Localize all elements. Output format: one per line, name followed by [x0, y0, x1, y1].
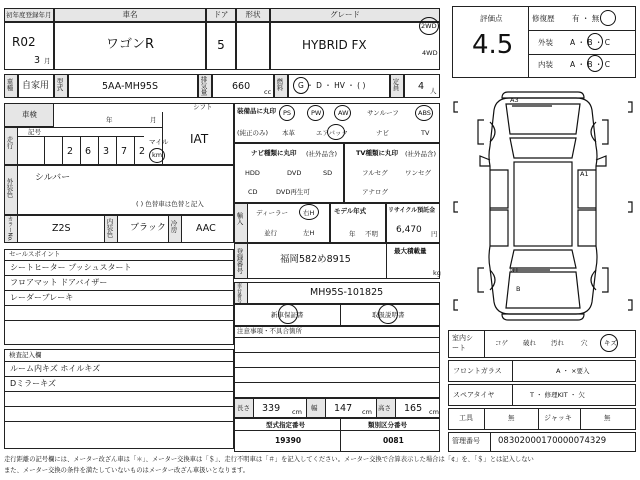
unit-mile: マイル — [149, 138, 169, 146]
width-label: 幅 — [311, 404, 318, 412]
color-no-label: カラーNo. — [6, 216, 13, 242]
left-door — [490, 210, 508, 246]
ac: AAC — [196, 223, 216, 234]
equip-pw: PW — [311, 109, 322, 117]
reg-number: 福岡582め8915 — [280, 254, 351, 265]
recycle-label: リサイクル預託金 — [388, 207, 436, 214]
navi-cd: CD — [248, 188, 258, 196]
digit-sep — [62, 136, 63, 165]
first-reg-era: R02 — [12, 35, 36, 49]
score-label: 評価点 — [480, 14, 503, 23]
width-unit: cm — [362, 408, 372, 416]
body-outline — [489, 98, 597, 314]
exterior-color: シルバー — [35, 173, 71, 183]
model: 5AA-MH95S — [102, 81, 158, 92]
insp-line — [4, 391, 234, 392]
fuel-options: G ・ D ・ HV ・ ( ) — [298, 81, 366, 90]
fuel-label: 燃料 — [275, 78, 284, 91]
model-year-unit: 年 — [349, 230, 356, 238]
sp-line — [4, 320, 234, 321]
equip-aw: AW — [338, 109, 349, 117]
wheel — [602, 268, 608, 292]
sales-points-label: セールスポイント — [9, 250, 61, 258]
interior-grades: A ・ B ・ C — [570, 60, 611, 69]
inspector-line: Dミラーキズ — [10, 379, 56, 388]
side-mark — [628, 102, 632, 112]
inspector-label: 検査記入欄 — [9, 351, 42, 359]
tools-divider — [580, 408, 581, 430]
digit-sep — [116, 136, 117, 165]
right-door — [578, 210, 596, 246]
sp-line — [4, 275, 234, 276]
equip-abs: ABS — [418, 109, 431, 117]
interior-color: ブラック — [130, 223, 166, 233]
type-hl — [234, 430, 440, 431]
model-year-unknown: 不明 — [365, 230, 378, 238]
equip-tv: TV — [421, 129, 430, 137]
length: 339 — [262, 403, 281, 414]
yen: 円 — [431, 230, 438, 238]
import-dealer: ディーラー — [256, 209, 288, 217]
tools-divider — [538, 408, 539, 430]
warranty-divider — [340, 304, 341, 326]
type-number-section — [234, 418, 440, 452]
length-label: 長さ — [237, 404, 250, 412]
side-mark — [628, 202, 632, 212]
digit-top-line — [18, 136, 144, 137]
side-mark — [454, 202, 458, 212]
length-unit: cm — [292, 408, 302, 416]
repair-label: 修復歴 — [532, 14, 555, 23]
digit-sep — [98, 136, 99, 165]
record-label: 記号 — [28, 128, 41, 136]
equip-sunroof: サンルーフ — [367, 109, 399, 117]
side-mark — [454, 300, 458, 310]
chassis-label: 車台番号 — [236, 283, 242, 303]
capacity-unit: 人 — [430, 87, 437, 95]
seat-item: コゲ — [495, 339, 508, 347]
tv-oneseg: ワンセグ — [405, 169, 431, 177]
notes-line — [234, 337, 440, 338]
model-year-label: モデル年式 — [334, 207, 367, 215]
month-label: 月 — [150, 116, 157, 124]
car-name-label: 車名 — [122, 10, 138, 19]
seat-item: キズ — [604, 339, 617, 347]
diagram-label-a3: A3 — [510, 96, 519, 104]
navi-hdd: HDD — [245, 169, 260, 177]
notes-label: 注意事項・不具合箇所 — [237, 327, 302, 335]
doors-label: ドア — [213, 10, 229, 19]
height-unit: cm — [429, 408, 439, 416]
seat-label: 室内シート — [452, 334, 473, 352]
navi-title: ナビ種類に丸印 — [251, 149, 297, 157]
wheel — [478, 120, 484, 144]
seat-item: 破れ — [523, 339, 536, 347]
glass-divider — [512, 360, 513, 382]
color-note: ( ) 色替車は色替と記入 — [136, 200, 204, 208]
type-divider — [340, 418, 341, 452]
interior-b-circle — [587, 55, 603, 72]
digit-sep — [134, 136, 135, 165]
equip-airbag: エアバック — [316, 129, 348, 137]
color-no: Z2S — [52, 223, 71, 234]
interior-color-label: 内装色 — [105, 218, 114, 238]
type-value: 19390 — [275, 436, 302, 445]
class-value: 0081 — [383, 436, 404, 445]
sales-point-line: レーダーブレーキ — [10, 293, 74, 302]
class-label: 類別区分番号 — [368, 421, 407, 429]
mgmt-divider — [490, 432, 491, 452]
shape-cell — [236, 22, 270, 70]
exterior-grades: A ・ B ・ C — [570, 38, 611, 47]
navi-dvd: DVD — [287, 169, 302, 177]
width: 147 — [334, 403, 353, 414]
tv-analog: アナログ — [362, 188, 388, 196]
warranty-section — [234, 304, 440, 326]
notes-line — [234, 352, 440, 353]
notes-line — [234, 382, 440, 383]
grade: HYBRID FX — [302, 38, 367, 52]
import-label: 輸入 — [235, 212, 244, 225]
travel-label: 走行 — [5, 136, 14, 149]
shift: IAT — [190, 132, 209, 146]
windshield — [510, 138, 576, 158]
digit-sep — [80, 136, 81, 165]
max-load-label: 最大積載量 — [394, 247, 427, 255]
jack: 無 — [604, 414, 611, 422]
shift-label: シフト — [193, 103, 213, 111]
capacity-label: 定員 — [391, 78, 400, 91]
sales-point-line: シートヒーター プッシュスタート — [10, 263, 132, 272]
type-label: 型式指定番号 — [266, 421, 305, 429]
inspector-line: ルーム内キズ ホイルキズ — [10, 364, 101, 373]
spare: T ・ 修理KIT ・ 欠 — [530, 391, 585, 399]
cc-unit: cc — [264, 88, 272, 96]
mgmt-label: 管理番号 — [452, 437, 480, 445]
diagram-label-u1: U1 — [510, 266, 519, 274]
new-warranty: 新車保証書 — [271, 311, 304, 319]
equipment-label: 装備品に丸印 — [237, 107, 276, 115]
rear-bumper — [502, 314, 584, 320]
repair-options: 有 ・ 無 — [572, 14, 600, 23]
diagram-label-b: B — [516, 285, 521, 293]
tools-divider — [484, 408, 485, 430]
use: 自家用 — [22, 81, 50, 91]
notes-line — [234, 367, 440, 368]
insp-line — [4, 376, 234, 377]
navi-sd: SD — [323, 169, 333, 177]
capacity: 4 — [418, 81, 425, 92]
wheel — [602, 120, 608, 144]
mileage-digit: 2 — [139, 146, 146, 157]
car-diagram — [450, 86, 636, 326]
recycle-value: 6,470 — [396, 225, 422, 235]
displacement-label: 排気量 — [199, 76, 208, 96]
import-left: 左H — [303, 229, 315, 237]
roof — [514, 162, 572, 246]
drive-2wd: 2WD — [421, 22, 437, 30]
front-glass: A ・ ×要入 — [556, 367, 590, 375]
grade-label: グレード — [330, 10, 360, 19]
spare-divider — [512, 384, 513, 406]
model-label: 型式 — [55, 78, 64, 91]
score: 4.5 — [472, 30, 514, 60]
equipment-sublabel: (純正のみ) — [237, 129, 269, 137]
front-glass-label: フロントガラス — [453, 367, 502, 375]
mileage-digit: 6 — [85, 146, 92, 157]
sp-line — [4, 260, 234, 261]
side-mark — [454, 102, 458, 112]
spare-label: スペアタイヤ — [453, 391, 495, 399]
first-reg-label: 初年度登録年月 — [6, 11, 52, 19]
car-name: ワゴンR — [105, 37, 155, 52]
seat-item: 汚れ — [551, 339, 564, 347]
navi-dvd-play: DVD再生可 — [276, 188, 310, 196]
insp-line — [4, 406, 234, 407]
eval-hl1 — [528, 30, 636, 31]
tv-sub: (社外品含) — [405, 150, 437, 158]
ac-label: 冷房 — [169, 220, 178, 233]
sales-point-line: フロアマット ドアバイザー — [10, 278, 108, 287]
repair-none-circle — [600, 10, 616, 26]
tools: 無 — [508, 414, 515, 422]
mileage-digit: 2 — [67, 146, 74, 157]
eval-hl2 — [528, 54, 636, 55]
reg-label: 登録番号 — [235, 248, 244, 274]
rear-glass — [510, 250, 576, 268]
equip-leather: 本革 — [282, 129, 295, 137]
import-parallel: 並行 — [264, 229, 277, 237]
shape-label: 形状 — [245, 10, 261, 19]
tv-fullseg: フルセグ — [362, 169, 388, 177]
year-label: 年 — [106, 116, 113, 124]
insp-line — [4, 361, 234, 362]
first-reg-month: 3 — [34, 55, 41, 66]
side-mark — [628, 300, 632, 310]
month-unit: 月 — [44, 57, 51, 65]
mileage-digit: 3 — [103, 146, 110, 157]
doors: 5 — [217, 38, 225, 52]
exterior-color-label: 外装色 — [5, 178, 14, 198]
navi-sub: (社外品含) — [306, 150, 338, 158]
chassis-number: MH95S-101825 — [310, 287, 384, 298]
unit-km: km — [152, 151, 163, 159]
equip-ps: PS — [283, 109, 292, 117]
import-right: 右H — [303, 209, 315, 217]
diagram-label-a1: A1 — [580, 170, 589, 178]
height-label: 高さ — [378, 404, 391, 412]
interior-label: 内装 — [538, 60, 553, 69]
use-label: 車種 — [5, 78, 14, 91]
jack-label: ジャッキ — [544, 414, 572, 422]
hood — [506, 104, 580, 134]
exterior-label: 外装 — [538, 38, 553, 47]
sp-line — [4, 305, 234, 306]
footer-line2: また、メーター交換の条件を満たしていないものはメーター改ざん車扱いとなります。 — [4, 467, 250, 474]
wheel — [478, 268, 484, 292]
eval-divider — [528, 6, 529, 78]
insp-line — [4, 421, 234, 422]
sp-line — [4, 290, 234, 291]
kg: kg — [433, 269, 441, 277]
footer-line1: 走行距離の記号欄には、メーター改ざん車は「＊」、メーター交換車は「＄」、走行不明車は「＃」を記入してください。メーター交換で合算表示した場合は「¢」を、「＄」とは記入しない — [4, 456, 534, 463]
left-door — [490, 170, 508, 208]
height: 165 — [404, 403, 423, 414]
displacement: 660 — [232, 81, 251, 92]
max-load-divider — [386, 243, 387, 279]
drive-4wd: 4WD — [422, 49, 438, 57]
mileage-digit: 7 — [121, 146, 128, 157]
tv-title: TV種類に丸印 — [356, 149, 398, 157]
exterior-b-circle — [587, 33, 603, 50]
vehicle-inspection-label: 車検 — [22, 110, 37, 119]
digit-sep — [44, 136, 45, 165]
seat-item: 穴 — [581, 339, 588, 347]
car-diagram-svg — [450, 86, 636, 326]
equip-navi: ナビ — [376, 129, 389, 137]
seat-divider — [484, 330, 485, 358]
manual: 取扱説明書 — [372, 311, 405, 319]
tools-label: 工具 — [459, 414, 473, 422]
mgmt-number: 08302000170000074329 — [498, 436, 607, 446]
